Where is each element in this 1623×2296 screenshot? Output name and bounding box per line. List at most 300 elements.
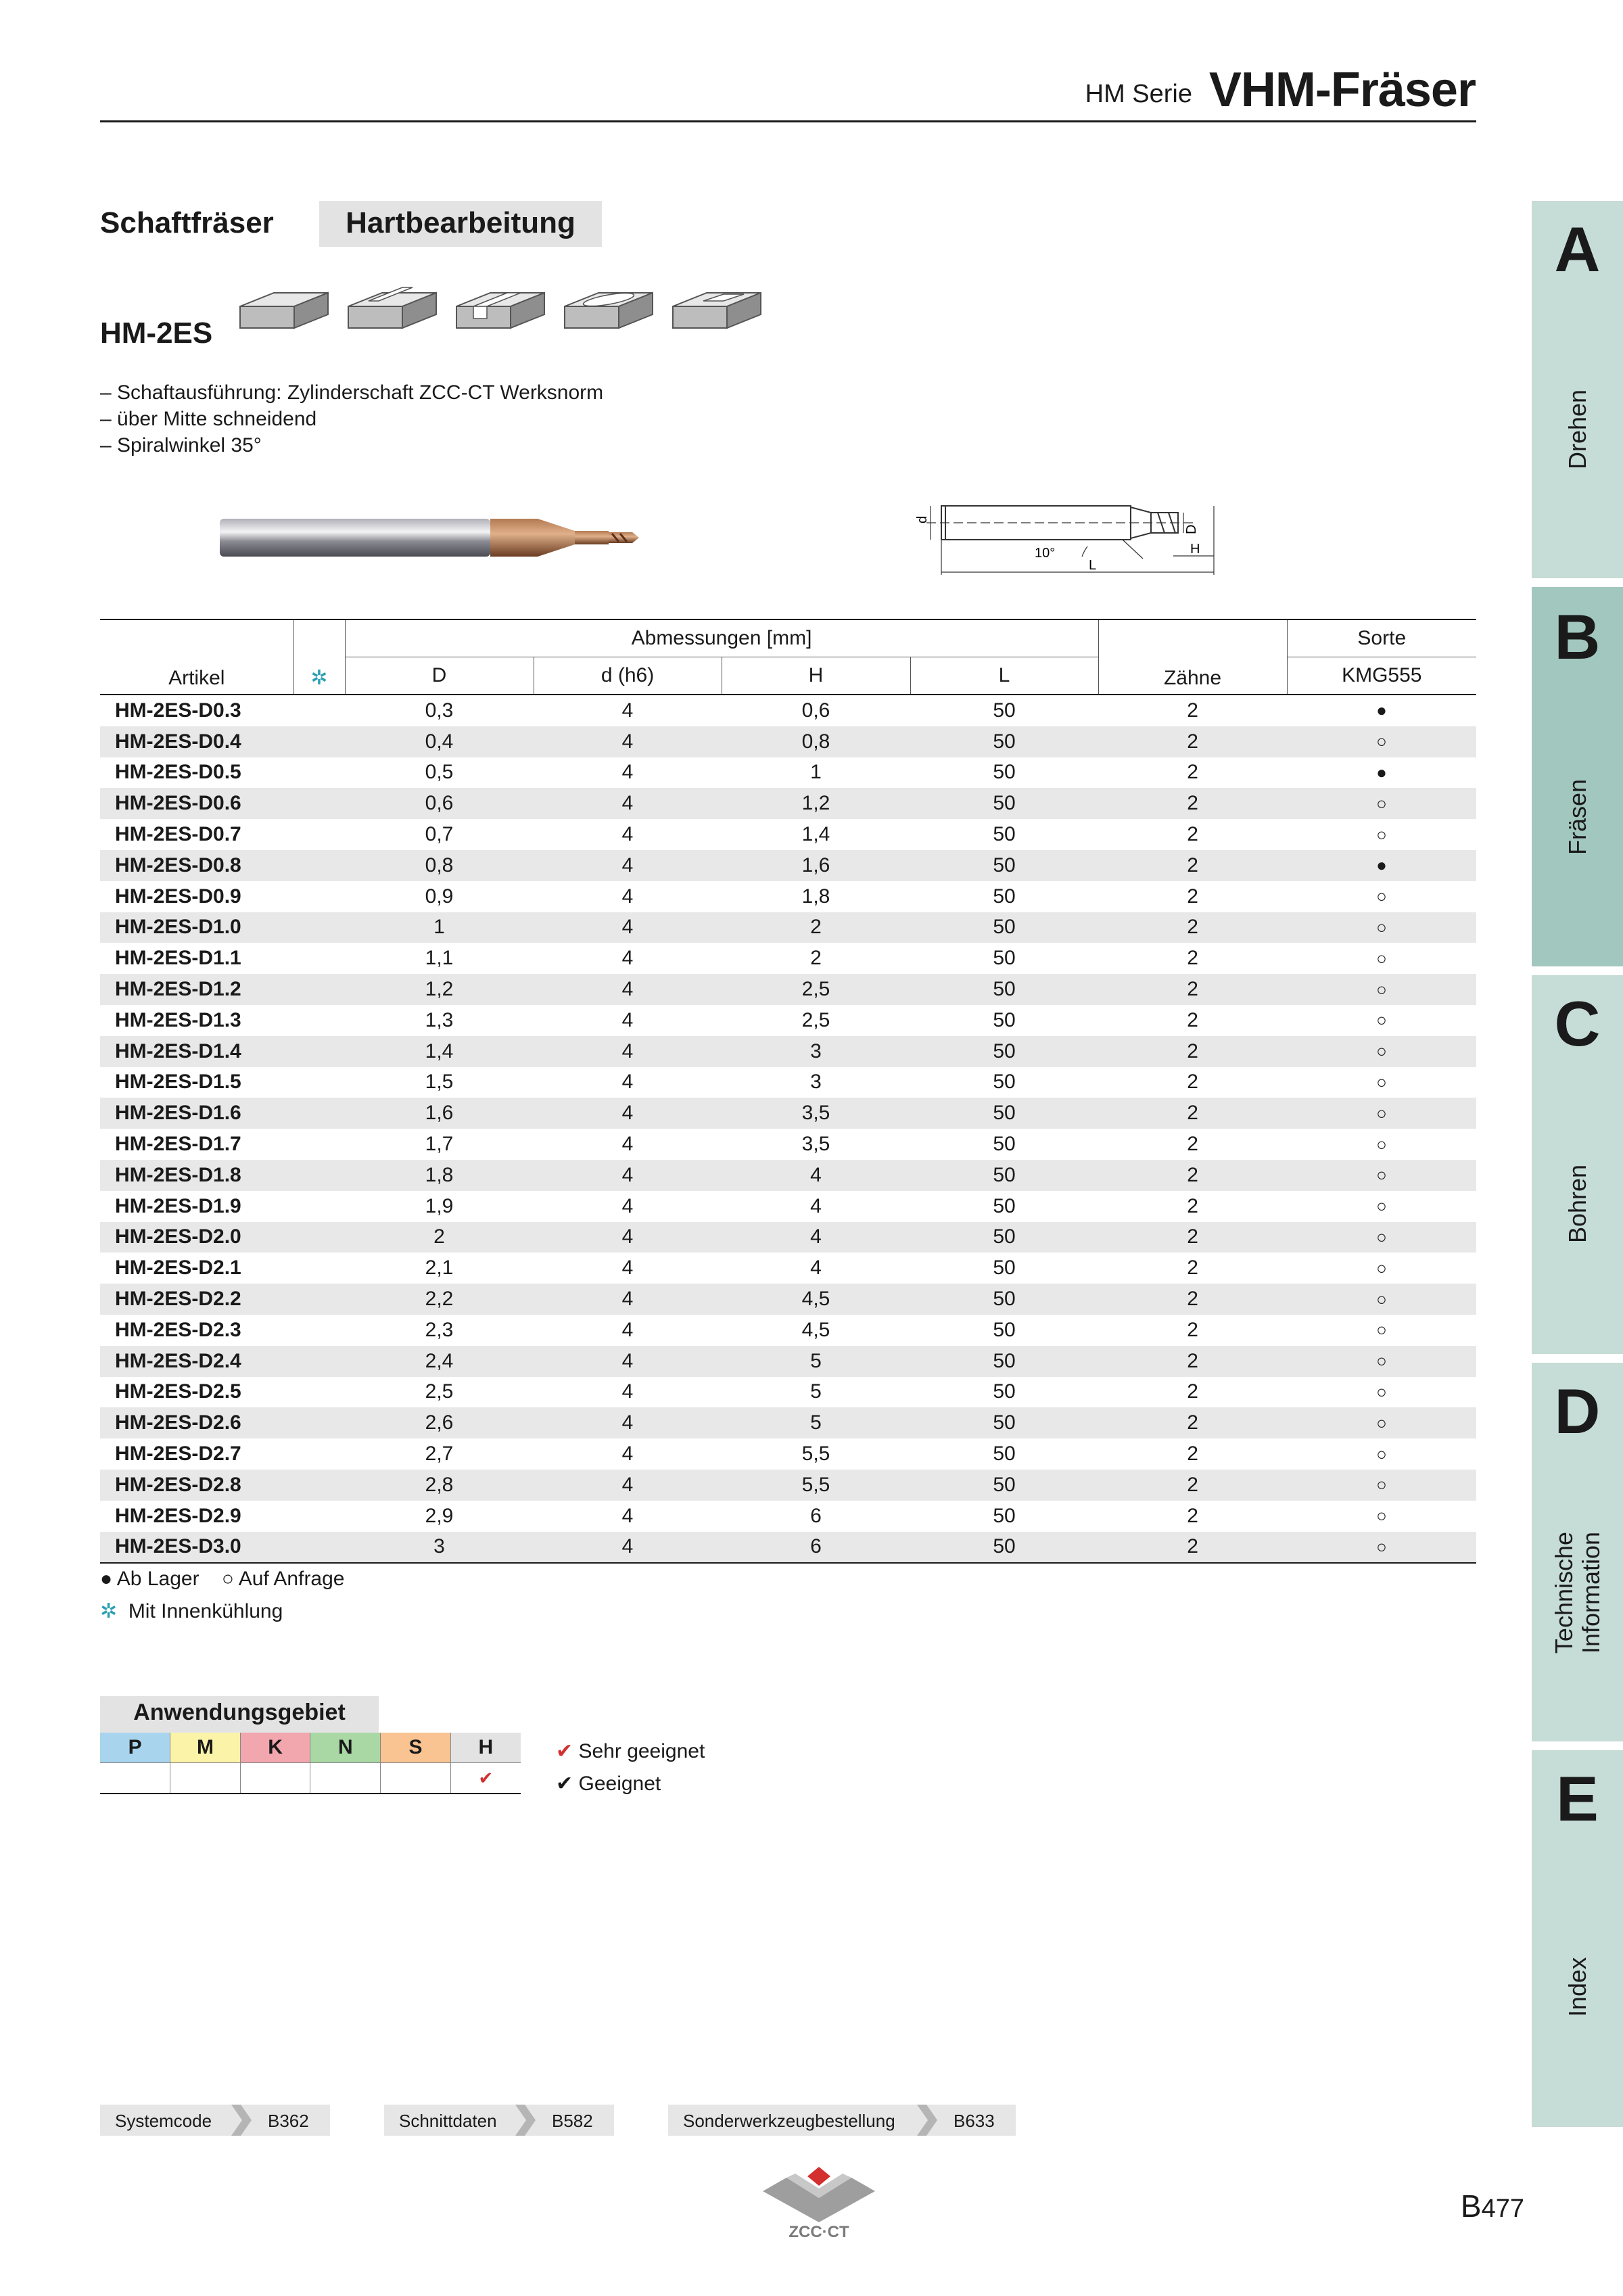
suitability-s [381,1763,451,1794]
cell-H: 4 [722,1222,910,1253]
cell-L: 50 [993,823,1016,846]
material-group-p: P [100,1733,170,1763]
cell-L: 50 [993,1443,1016,1466]
cell-article: HM-2ES-D2.9 [115,1504,241,1527]
table-row [100,819,1476,850]
legend-on-request: ○ Auf Anfrage [221,1568,345,1590]
cell-grade: ○ [1376,824,1387,845]
cell-L: 50 [993,1008,1016,1031]
cell-L: 50 [993,947,1016,970]
cell-teeth: 2 [1187,1008,1198,1031]
ref-systemcode[interactable] [100,2105,330,2136]
cell-teeth: 2 [1187,823,1198,846]
cell-L: 50 [910,788,1098,819]
cell-L: 50 [910,1346,1098,1377]
cell-article: HM-2ES-D3.0 [100,1532,293,1564]
header-rule [100,120,1476,122]
drawing-label-angle: 10° [1035,546,1056,561]
cell-D: 1,9 [425,1194,454,1217]
material-group-m: M [170,1733,241,1763]
cell-H: 1,8 [801,885,830,908]
cell-coolant [293,1284,345,1315]
cell-d: 4 [534,1098,722,1129]
block-step-icon [348,287,436,328]
cell-d: 4 [621,823,634,846]
cell-article: HM-2ES-D1.6 [100,1098,293,1129]
table-row [100,912,1476,943]
cell-coolant [293,757,345,789]
cell-D: 1,3 [425,1008,454,1031]
cell-d: 4 [534,1470,722,1501]
table-row [100,695,1476,726]
cell-grade: ○ [1376,1010,1387,1031]
cell-teeth: 2 [1098,850,1287,881]
cell-coolant [293,695,345,726]
col-header-D: D [345,657,534,695]
cell-article: HM-2ES-D2.1 [115,1257,241,1280]
cell-D: 2,2 [345,1284,534,1315]
table-row [100,1098,1476,1129]
table-row [100,943,1476,974]
legend-very-suitable-row [556,1739,705,1763]
cell-d: 4 [534,1284,722,1315]
cell-grade: ○ [1376,1505,1387,1526]
cell-H: 1,4 [801,823,830,846]
category-title: Schaftfräser [100,206,274,239]
cell-H: 1,2 [722,788,910,819]
table-row [100,726,1476,757]
material-group-n: N [310,1733,381,1763]
cell-D: 0,5 [425,761,454,784]
cell-teeth: 2 [1187,1133,1198,1156]
cell-L: 50 [910,1160,1098,1191]
cell-grade: ○ [1376,886,1387,907]
block-cavity-icon [673,293,761,328]
cell-coolant [293,1346,345,1377]
page-title: VHM-Fräser [1208,63,1476,117]
cell-coolant [293,1470,345,1501]
cell-grade: ○ [1287,1222,1476,1253]
cell-D: 0,3 [425,699,454,722]
cell-D: 0,7 [425,823,454,846]
cell-article: HM-2ES-D1.4 [100,1036,293,1067]
cell-grade: ○ [1376,1443,1387,1464]
dimensions-header: Abmessungen [mm] [345,619,1098,657]
cell-grade: ○ [1287,974,1476,1005]
cell-teeth: 2 [1187,1257,1198,1280]
ref-schnittdaten[interactable] [384,2105,614,2136]
cell-D: 2,8 [345,1470,534,1501]
cell-coolant [293,1098,345,1129]
cell-d: 4 [534,912,722,943]
tab-c-letter: C [1554,988,1601,1059]
cell-D: 2,7 [425,1443,454,1466]
cell-grade: ○ [1287,1470,1476,1501]
cell-H: 0,8 [722,726,910,757]
cell-grade: ○ [1287,1036,1476,1067]
table-row [100,1284,1476,1315]
cell-coolant [293,1315,345,1346]
drawing-label-H: H [1190,542,1200,557]
cell-teeth: 2 [1098,1160,1287,1191]
cell-D: 1,7 [425,1133,454,1156]
cell-article: HM-2ES-D1.1 [115,947,241,970]
cell-d: 4 [621,1318,634,1341]
cell-article: HM-2ES-D2.5 [115,1380,241,1403]
cell-coolant [293,1036,345,1067]
table-row [100,1501,1476,1532]
cell-D: 1,5 [425,1071,454,1094]
cell-teeth: 2 [1098,1284,1287,1315]
cell-L: 50 [993,1071,1016,1094]
cell-d: 4 [621,1380,634,1403]
table-row [100,1005,1476,1036]
cell-D: 1,6 [345,1098,534,1129]
table-row [100,1160,1476,1191]
cell-coolant [293,1129,345,1160]
cell-coolant [293,726,345,757]
chevron-right-icon [511,2105,538,2136]
cell-teeth: 2 [1098,1346,1287,1377]
ref-label: Sonderwerkzeugbestellung [683,2111,895,2131]
cell-H: 4,5 [801,1318,830,1341]
material-group-h: H [450,1733,521,1763]
cell-coolant [293,1438,345,1470]
cell-article: HM-2ES-D1.8 [100,1160,293,1191]
cell-teeth: 2 [1098,974,1287,1005]
cell-d: 4 [534,1036,722,1067]
drawing-label-d: d [915,515,930,523]
technical-drawing [913,492,1258,580]
cell-d: 4 [621,947,634,970]
cell-coolant [293,1067,345,1098]
tab-a-letter: A [1554,214,1601,285]
cell-article: HM-2ES-D0.8 [100,850,293,881]
cell-H: 5 [810,1380,822,1403]
cell-H: 5,5 [801,1443,830,1466]
cell-L: 50 [910,974,1098,1005]
cell-grade: ○ [1287,1532,1476,1564]
cell-teeth: 2 [1098,1098,1287,1129]
cell-teeth: 2 [1098,788,1287,819]
cell-coolant [293,1407,345,1438]
cell-article: HM-2ES-D2.7 [115,1443,241,1466]
check-icon: ✔ [556,1773,573,1795]
cell-teeth: 2 [1187,1380,1198,1403]
cell-D: 0,9 [425,885,454,908]
grade-header: Sorte [1287,619,1476,657]
cell-H: 2 [810,947,822,970]
cell-L: 50 [910,850,1098,881]
cell-coolant [293,1222,345,1253]
cell-article: HM-2ES-D0.4 [100,726,293,757]
cell-d: 4 [534,1346,722,1377]
col-header-d: d (h6) [534,657,722,695]
cell-grade: ○ [1287,1284,1476,1315]
cell-H: 3,5 [801,1133,830,1156]
cell-teeth: 2 [1187,947,1198,970]
chevron-right-icon [227,2105,254,2136]
series-label: HM Serie [1085,80,1192,108]
cell-coolant [293,788,345,819]
feature-shank: – Schaftausführung: Zylinderschaft ZCC-CT Werksnorm [100,381,604,404]
cell-article: HM-2ES-D0.3 [115,699,241,722]
cell-coolant [293,819,345,850]
ref-page: B362 [268,2111,309,2131]
cell-article: HM-2ES-D1.9 [115,1194,241,1217]
col-header-H: H [722,657,910,695]
cell-grade: ○ [1287,1098,1476,1129]
coolant-icon: ✲ [100,1600,118,1622]
cell-D: 2,3 [425,1318,454,1341]
cell-H: 1 [810,761,822,784]
table-row [100,1129,1476,1160]
table-row [100,788,1476,819]
table-row [100,1315,1476,1346]
zcc-ct-logo [763,2165,875,2240]
model-name: HM-2ES [100,317,213,350]
application-title: Anwendungsgebiet [133,1700,346,1725]
cell-d: 4 [534,850,722,881]
cell-d: 4 [621,1071,634,1094]
cell-L: 50 [910,1532,1098,1564]
cell-grade: ○ [1376,1196,1387,1217]
cell-article: HM-2ES-D1.7 [115,1133,241,1156]
cell-L: 50 [993,1318,1016,1341]
cell-H: 4 [722,1160,910,1191]
col-header-article: Artikel [100,619,293,695]
cell-article: HM-2ES-D2.2 [100,1284,293,1315]
cell-grade: ○ [1287,726,1476,757]
ref-sonderwerkzeug[interactable] [668,2105,1016,2136]
cell-L: 50 [993,761,1016,784]
cell-L: 50 [993,1194,1016,1217]
cell-d: 4 [621,1443,634,1466]
cell-L: 50 [910,1284,1098,1315]
cell-D: 1,2 [345,974,534,1005]
legend-suitable-row [556,1772,661,1796]
cell-L: 50 [910,1407,1098,1438]
suitability-n [310,1763,381,1794]
drawing-label-D: D [1184,524,1199,534]
cell-H: 5,5 [722,1470,910,1501]
tab-b-letter: B [1554,601,1601,672]
cell-d: 4 [534,1222,722,1253]
material-group-k: K [240,1733,310,1763]
cell-H: 3,5 [722,1098,910,1129]
cell-D: 2,5 [425,1380,454,1403]
cell-d: 4 [621,1257,634,1280]
cell-H: 2,5 [722,974,910,1005]
tab-e-letter: E [1556,1763,1599,1834]
cell-grade: ○ [1287,1407,1476,1438]
cell-teeth: 2 [1098,1222,1287,1253]
suitability-h: ✔ [450,1763,521,1794]
cell-article: HM-2ES-D2.4 [100,1346,293,1377]
cell-H: 4 [810,1257,822,1280]
legend-suitable: Geeignet [578,1773,661,1795]
cell-article: HM-2ES-D1.0 [100,912,293,943]
cell-H: 4 [810,1194,822,1217]
cell-grade: ○ [1376,1133,1387,1154]
cell-coolant [293,881,345,912]
machining-shapes [233,267,774,348]
cell-L: 50 [910,912,1098,943]
feature-center-cutting: – über Mitte schneidend [100,408,317,430]
table-row [100,757,1476,789]
block-slot-icon [456,293,544,328]
cell-D: 2,6 [345,1407,534,1438]
cell-grade: ○ [1376,947,1387,968]
cell-grade: ○ [1376,1257,1387,1278]
cell-D: 0,8 [345,850,534,881]
cell-teeth: 2 [1098,1470,1287,1501]
table-row [100,1377,1476,1408]
table-row [100,1438,1476,1470]
cell-H: 2,5 [801,1008,830,1031]
table-row [100,1407,1476,1438]
cell-coolant [293,974,345,1005]
suitability-p [100,1763,170,1794]
suitability-m [170,1763,241,1794]
block-flat-icon [240,293,328,328]
tab-d-label: Technische Information [1550,1531,1605,1654]
cell-article: HM-2ES-D1.2 [100,974,293,1005]
cell-teeth: 2 [1187,699,1198,722]
cell-teeth: 2 [1098,912,1287,943]
legend-coolant-row [100,1599,283,1623]
cell-teeth: 2 [1187,761,1198,784]
page-number: B477 [1460,2188,1524,2224]
cell-coolant [293,943,345,974]
cell-article: HM-2ES-D1.3 [115,1008,241,1031]
legend-in-stock: ● Ab Lager [100,1568,199,1590]
legend-very-suitable: Sehr geeignet [578,1740,705,1762]
cell-article: HM-2ES-D0.9 [115,885,241,908]
coolant-header [293,619,345,695]
cell-d: 4 [621,699,634,722]
cell-coolant [293,1160,345,1191]
cell-H: 3 [722,1036,910,1067]
ref-label: Schnittdaten [399,2111,497,2131]
cell-L: 50 [993,1504,1016,1527]
cell-d: 4 [534,1160,722,1191]
cell-article: HM-2ES-D0.6 [100,788,293,819]
cell-grade: ○ [1287,788,1476,819]
cell-article: HM-2ES-D0.5 [115,761,241,784]
drawing-label-L: L [1089,558,1097,573]
logo-text: ZCC·CT [789,2223,849,2240]
cell-H: 6 [810,1504,822,1527]
table-row [100,1191,1476,1222]
cell-article: HM-2ES-D0.7 [115,823,241,846]
feature-helix-angle: – Spiralwinkel 35° [100,434,262,456]
cell-D: 3 [345,1532,534,1564]
legend-coolant: Mit Innenkühlung [128,1600,283,1622]
cell-grade: ● [1287,850,1476,881]
table-row [100,1222,1476,1253]
cell-teeth: 2 [1098,1532,1287,1564]
ref-page: B633 [954,2111,995,2131]
cell-L: 50 [910,1036,1098,1067]
legend-stock [100,1568,345,1591]
cell-D: 1,4 [345,1036,534,1067]
cell-coolant [293,1005,345,1036]
cell-teeth: 2 [1187,1504,1198,1527]
cell-d: 4 [621,761,634,784]
table-row [100,1470,1476,1501]
cell-teeth: 2 [1098,1036,1287,1067]
cell-L: 50 [910,1222,1098,1253]
cell-grade: ○ [1376,1319,1387,1340]
cell-teeth: 2 [1187,885,1198,908]
cell-article: HM-2ES-D2.6 [100,1407,293,1438]
table-row [100,850,1476,881]
tab-c-label: Bohren [1563,1164,1591,1244]
cell-H: 0,6 [801,699,830,722]
cell-d: 4 [621,885,634,908]
table-row [100,1067,1476,1098]
cell-article: HM-2ES-D2.3 [115,1318,241,1341]
cell-grade: ● [1376,700,1387,721]
table-row [100,881,1476,912]
cell-teeth: 2 [1098,726,1287,757]
cell-d: 4 [534,1532,722,1564]
cell-d: 4 [534,726,722,757]
tab-a-label: Drehen [1563,389,1591,470]
tab-d-letter: D [1554,1376,1601,1447]
cell-L: 50 [993,1257,1016,1280]
col-header-teeth: Zähne [1098,619,1287,695]
cell-coolant [293,1252,345,1284]
cell-H: 6 [722,1532,910,1564]
cell-H: 5 [722,1407,910,1438]
cell-coolant [293,1532,345,1564]
block-pocket-icon [565,291,653,328]
cell-L: 50 [910,1470,1098,1501]
col-header-L: L [910,657,1098,695]
cell-H: 4,5 [722,1284,910,1315]
cell-coolant [293,1501,345,1532]
cell-D: 2,1 [425,1257,454,1280]
ref-page: B582 [552,2111,593,2131]
cell-grade: ● [1376,762,1387,782]
cell-D: 0,6 [345,788,534,819]
cell-d: 4 [621,1133,634,1156]
check-red-icon: ✔ [556,1740,573,1762]
material-group-s: S [381,1733,451,1763]
suitability-k [240,1763,310,1794]
table-row [100,1252,1476,1284]
cell-teeth: 2 [1187,1443,1198,1466]
cell-L: 50 [993,885,1016,908]
cell-D: 2,4 [345,1346,534,1377]
cell-article: HM-2ES-D2.8 [100,1470,293,1501]
table-row [100,1532,1476,1564]
cell-d: 4 [534,974,722,1005]
cell-D: 0,4 [345,726,534,757]
cell-L: 50 [910,1098,1098,1129]
cell-D: 1,8 [345,1160,534,1191]
cell-teeth: 2 [1098,1407,1287,1438]
cell-d: 4 [534,1407,722,1438]
cell-D: 1 [345,912,534,943]
cell-teeth: 2 [1187,1194,1198,1217]
cell-H: 1,6 [722,850,910,881]
chevron-right-icon [913,2105,940,2136]
tool-image [220,511,646,565]
application-table [100,1733,521,1794]
